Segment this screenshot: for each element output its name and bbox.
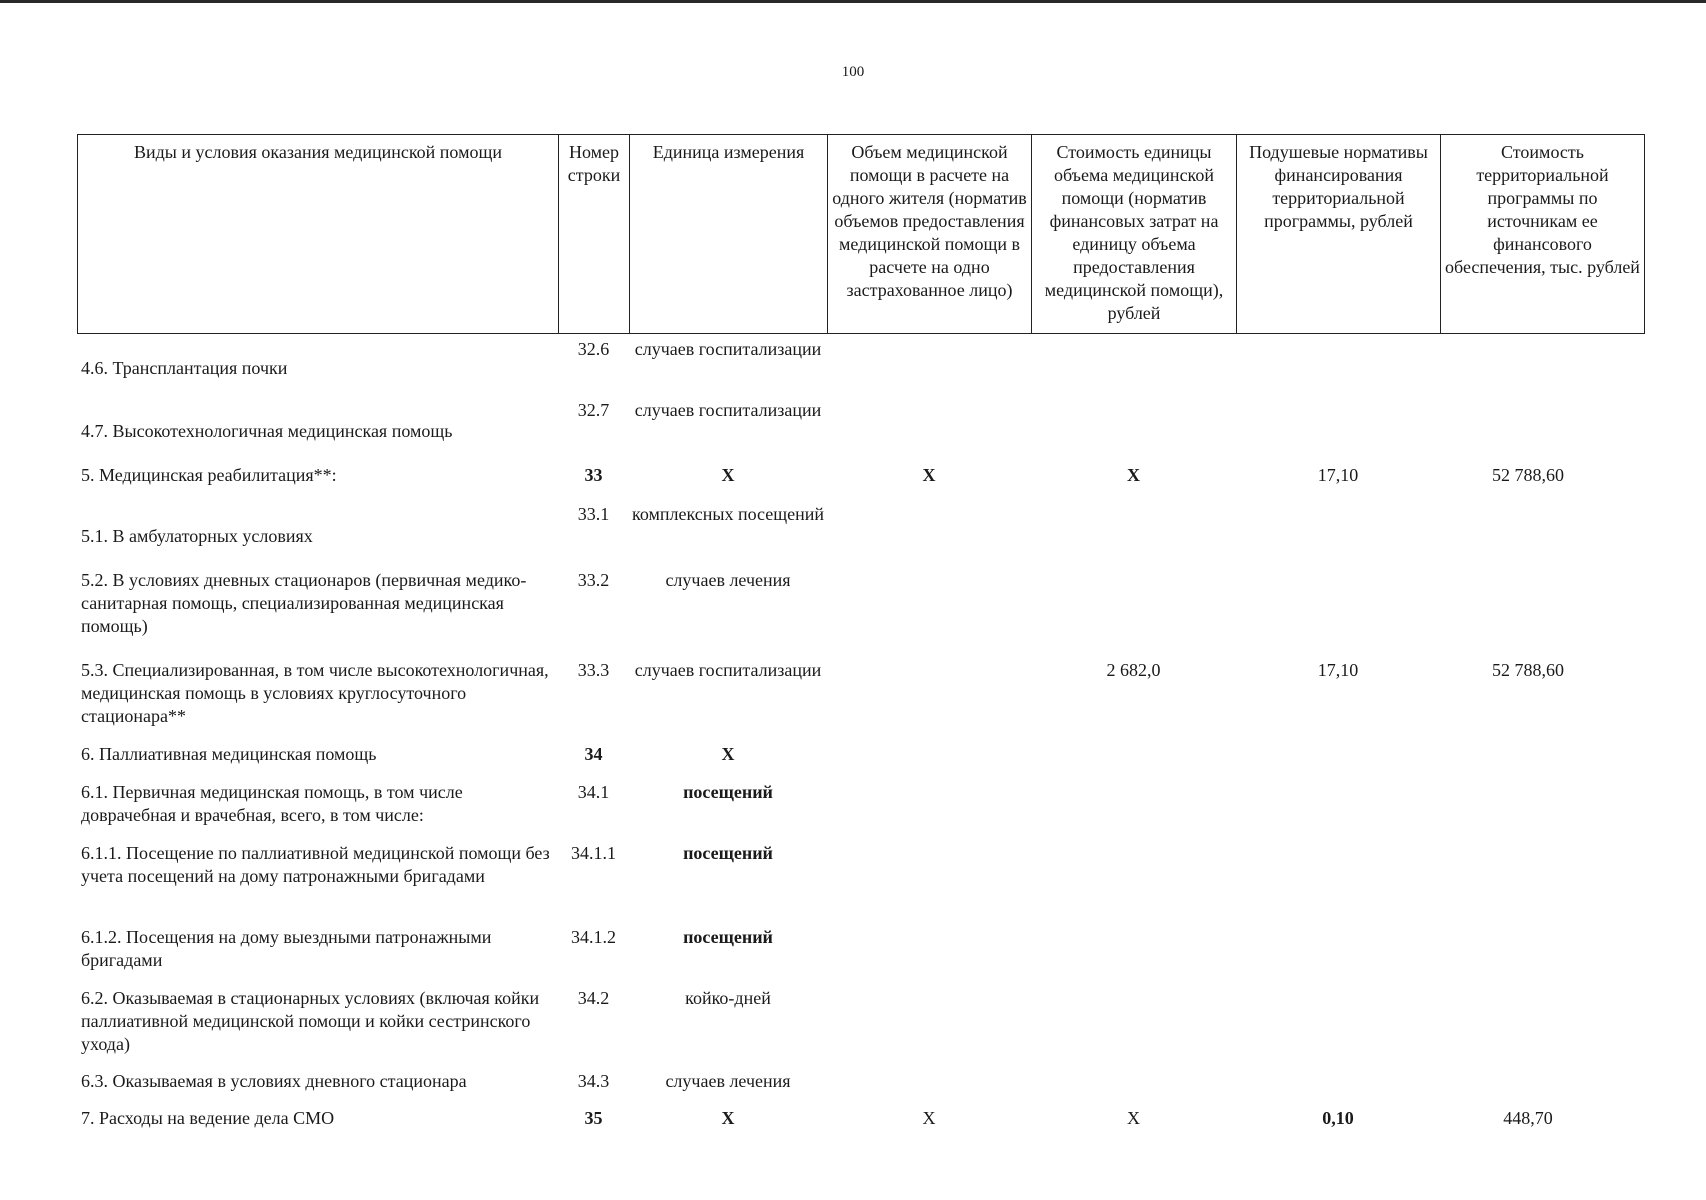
row-total xyxy=(1440,842,1644,926)
row-volume: X xyxy=(922,465,936,485)
row-per-capita xyxy=(1236,926,1440,987)
row-volume xyxy=(827,987,1031,1070)
row-cost xyxy=(1031,781,1236,842)
row-unit: посещений xyxy=(683,843,773,863)
row-number: 32.7 xyxy=(577,400,610,420)
row-total xyxy=(1440,503,1644,569)
row-per-capita xyxy=(1236,569,1440,659)
row-per-capita xyxy=(1236,338,1440,399)
row-total xyxy=(1440,743,1644,781)
header-cell: Единица измерения xyxy=(630,135,828,334)
row-unit: случаев госпитализации xyxy=(634,660,822,680)
header-cell: Подушевые нормативы финансирования территориальной программы, рублей xyxy=(1237,135,1441,334)
row-unit: X xyxy=(721,744,735,764)
row-name: 6.1.1. Посещение по паллиативной медицинской помощи без учета посещений на дому патронажными бригадами xyxy=(81,843,550,886)
row-total xyxy=(1440,569,1644,659)
row-number: 33.3 xyxy=(577,660,610,680)
header-cell: Виды и условия оказания медицинской помощи xyxy=(78,135,559,334)
table-row xyxy=(77,926,1644,987)
row-per-capita: 17,10 xyxy=(1317,660,1359,680)
row-total xyxy=(1440,1070,1644,1107)
row-number: 33 xyxy=(584,465,603,485)
row-cost xyxy=(1031,569,1236,659)
table-row xyxy=(77,659,1644,743)
row-per-capita xyxy=(1236,842,1440,926)
row-unit: посещений xyxy=(683,782,773,802)
row-number: 34.1 xyxy=(577,782,610,802)
row-per-capita xyxy=(1236,1070,1440,1107)
row-unit: комплексных посещений xyxy=(631,504,825,524)
row-unit: случаев лечения xyxy=(665,1071,791,1091)
page-number: 100 xyxy=(841,64,865,80)
row-cost: X xyxy=(1127,1108,1140,1128)
row-number: 34.2 xyxy=(577,988,610,1008)
row-name: 6.2. Оказываемая в стационарных условиях (включая койки паллиативной медицинской помощи и койки сестринского ухода) xyxy=(81,988,540,1054)
row-number: 33.2 xyxy=(577,570,610,590)
header-cell: Объем медицинской помощи в расчете на одного жителя (норматив объемов предоставления медицинской помощи в расчете на одно застрахованное лицо) xyxy=(828,135,1032,334)
top-border-line xyxy=(0,0,1706,3)
table-row xyxy=(77,464,1644,503)
row-cost xyxy=(1031,503,1236,569)
row-name: 5. Медицинская реабилитация**: xyxy=(81,465,337,485)
row-name: 6.3. Оказываемая в условиях дневного стационара xyxy=(81,1071,467,1091)
row-number: 34 xyxy=(584,744,603,764)
row-name: 5.3. Специализированная, в том числе высокотехнологичная, медицинская помощь в условиях круглосуточного стационара** xyxy=(81,660,549,726)
table-row xyxy=(77,503,1644,569)
row-cost xyxy=(1031,926,1236,987)
row-total: 448,70 xyxy=(1503,1108,1553,1128)
row-number: 34.1.1 xyxy=(571,843,616,863)
row-cost xyxy=(1031,743,1236,781)
row-unit: койко-дней xyxy=(685,988,771,1008)
table-row xyxy=(77,399,1644,464)
table-row xyxy=(77,338,1644,399)
row-name: 5.2. В условиях дневных стационаров (первичная медико-санитарная помощь, специализированная медицинская помощь) xyxy=(81,570,527,636)
table-row xyxy=(77,842,1644,926)
row-volume xyxy=(827,569,1031,659)
row-name: 5.1. В амбулаторных условиях xyxy=(81,525,313,546)
row-total xyxy=(1440,926,1644,987)
table-body xyxy=(77,338,1644,1147)
row-volume xyxy=(827,503,1031,569)
row-total: 52 788,60 xyxy=(1492,465,1564,485)
table-row xyxy=(77,1070,1644,1107)
row-total xyxy=(1440,781,1644,842)
row-volume xyxy=(827,1070,1031,1107)
row-unit: посещений xyxy=(683,927,773,947)
row-cost xyxy=(1031,987,1236,1070)
row-volume xyxy=(827,743,1031,781)
row-volume: X xyxy=(922,1108,936,1128)
row-volume xyxy=(827,659,1031,743)
row-number: 35 xyxy=(584,1108,603,1128)
row-name: 6. Паллиативная медицинская помощь xyxy=(81,744,377,764)
table-row xyxy=(77,743,1644,781)
header-row xyxy=(78,135,1645,334)
row-cost xyxy=(1031,338,1236,399)
row-unit: X xyxy=(721,1108,735,1128)
row-name: 7. Расходы на ведение дела СМО xyxy=(81,1108,335,1128)
row-cost xyxy=(1031,399,1236,464)
row-cost xyxy=(1031,842,1236,926)
row-per-capita xyxy=(1236,987,1440,1070)
row-per-capita xyxy=(1236,399,1440,464)
row-per-capita xyxy=(1236,503,1440,569)
header-cell: Стоимость территориальной программы по источникам ее финансового обеспечения, тыс. рублей xyxy=(1441,135,1645,334)
row-volume xyxy=(827,781,1031,842)
row-unit: X xyxy=(721,465,735,485)
row-total xyxy=(1440,338,1644,399)
table-row xyxy=(77,569,1644,659)
row-volume xyxy=(827,399,1031,464)
row-name: 6.1. Первичная медицинская помощь, в том числе доврачебная и врачебная, всего, в том числе: xyxy=(81,782,463,825)
row-cost xyxy=(1031,1070,1236,1107)
row-unit: случаев госпитализации xyxy=(634,400,822,420)
row-cost: X xyxy=(1127,465,1140,485)
row-total xyxy=(1440,399,1644,464)
row-name: 4.6. Трансплантация почки xyxy=(81,358,288,378)
row-number: 33.1 xyxy=(577,504,610,524)
header-cell: Стоимость единицы объема медицинской помощи (норматив финансовых затрат на единицу объема предоставления медицинской помощи), рублей xyxy=(1032,135,1237,334)
row-number: 34.1.2 xyxy=(571,927,616,947)
row-total: 52 788,60 xyxy=(1492,660,1564,680)
table-row xyxy=(77,987,1644,1070)
row-number: 34.3 xyxy=(577,1071,610,1091)
row-per-capita xyxy=(1236,743,1440,781)
row-per-capita xyxy=(1236,781,1440,842)
table-row xyxy=(77,1107,1644,1147)
table-row xyxy=(77,781,1644,842)
row-total xyxy=(1440,987,1644,1070)
row-per-capita: 0,10 xyxy=(1322,1108,1354,1128)
row-cost: 2 682,0 xyxy=(1106,660,1161,680)
row-number: 32.6 xyxy=(577,339,610,359)
row-name: 6.1.2. Посещения на дому выездными патронажными бригадами xyxy=(81,927,492,970)
header-cell: Номер строки xyxy=(559,135,630,334)
row-volume xyxy=(827,842,1031,926)
table-header xyxy=(77,134,1645,334)
row-name: 4.7. Высокотехнологичная медицинская помощь xyxy=(81,421,453,441)
row-per-capita: 17,10 xyxy=(1317,465,1359,485)
row-unit: случаев госпитализации xyxy=(634,339,822,359)
row-unit: случаев лечения xyxy=(665,570,791,590)
row-volume xyxy=(827,926,1031,987)
row-volume xyxy=(827,338,1031,399)
